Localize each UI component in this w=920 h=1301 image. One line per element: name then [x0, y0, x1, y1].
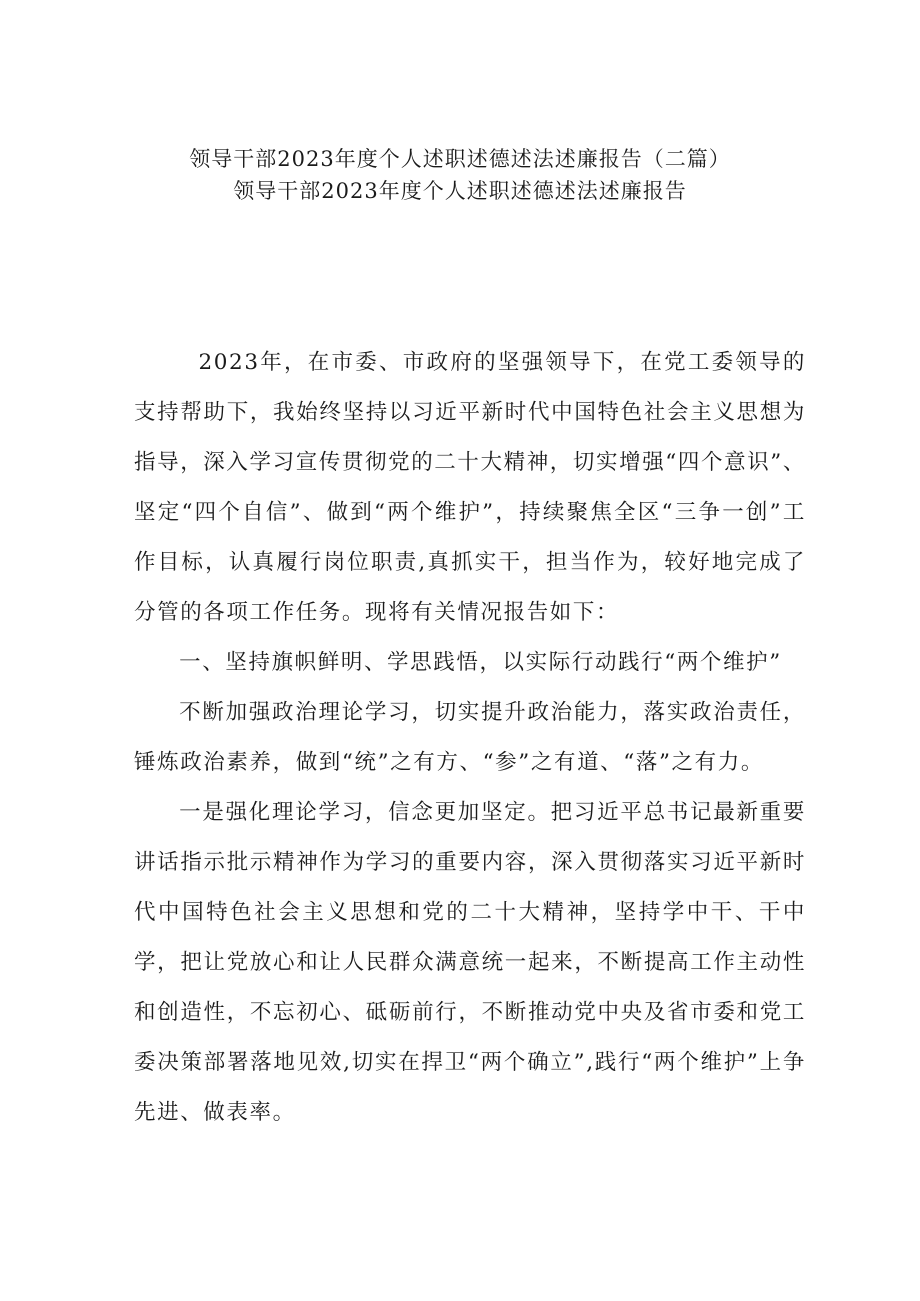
paragraph-theory-study: 一是强化理论学习，信念更加坚定。把习近平总书记最新重要讲话指示批示精神作为学习的重要内容，深入贯彻落实习近平新时代中国特色社会主义思想和党的二十大精神，坚持学中干、干中学，把让党放心和让人民群众满意统一起来，不断提高工作主动性和创造性，不忘初心、砥砺前行，不断推动党中央及省市委和党工委决策部署落地见效,切实在捍卫“两个确立”,践行“两个维护”上争先进、做表率。 — [134, 800, 806, 1125]
section-heading-1: 一、坚持旗帜鲜明、学思践悟，以实际行动践行“两个维护” — [179, 650, 782, 675]
paragraph-section-1-summary: 不断加强政治理论学习，切实提升政治能力，落实政治责任，锤炼政治素养，做到“统”之有方、“参”之有道、“落”之有力。 — [134, 700, 806, 775]
paragraph-intro: 2023年，在市委、市政府的坚强领导下，在党工委领导的支持帮助下，我始终坚持以习近平新时代中国特色社会主义思想为指导，深入学习宣传贯彻党的二十大精神，切实增强“四个意识”、坚定“四个自信”、做到“两个维护”，持续聚焦全区“三争一创”工作目标，认真履行岗位职责,真抓实干，担当作为，较好地完成了分管的各项工作任务。现将有关情况报告如下： — [134, 350, 806, 625]
title-block — [0, 143, 920, 207]
document-title-sub: 领导干部2023年度个人述职述德述法述廉报告 — [233, 179, 687, 203]
document-title-main: 领导干部2023年度个人述职述德述法述廉报告（二篇） — [189, 147, 731, 171]
document-body — [134, 338, 806, 1138]
